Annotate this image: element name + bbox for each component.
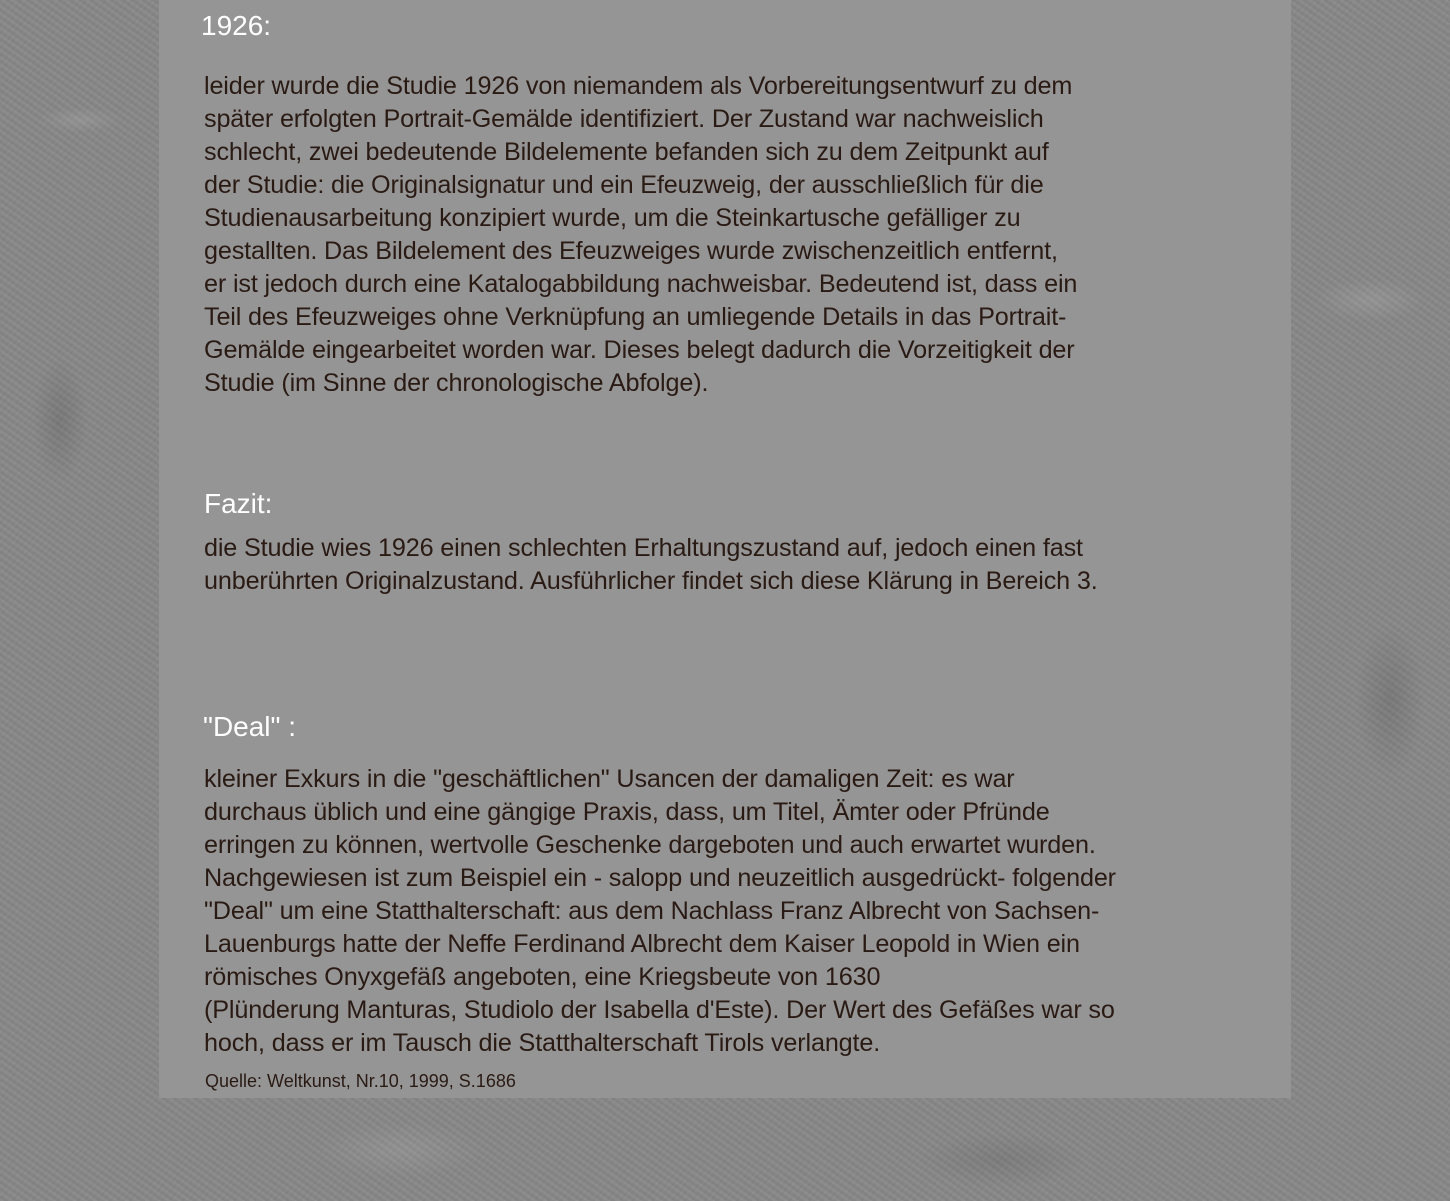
paragraph-line: Studienausarbeitung konzipiert wurde, um die Steinkartusche gefälliger zu <box>204 204 1021 232</box>
paragraph-line: kleiner Exkurs in die "geschäftlichen" Usancen der damaligen Zeit: es war <box>204 765 1015 793</box>
paragraph-line: hoch, dass er im Tausch die Statthalterschaft Tirols verlangte. <box>204 1029 881 1057</box>
section-heading-deal: "Deal" : <box>203 711 297 742</box>
paragraph-line: Gemälde eingearbeitet worden war. Dieses belegt dadurch die Vorzeitigkeit der <box>204 336 1075 364</box>
paragraph-line: Studie (im Sinne der chronologische Abfolge). <box>204 369 709 397</box>
section-paragraph-deal <box>204 763 1279 1060</box>
section-heading-fazit: Fazit: <box>204 488 273 519</box>
paragraph-line: römisches Onyxgefäß angeboten, eine Kriegsbeute von 1630 <box>204 963 881 991</box>
paragraph-line: unberührten Originalzustand. Ausführlicher findet sich diese Klärung in Bereich 3. <box>204 567 1098 595</box>
paragraph-line: durchaus üblich und eine gängige Praxis, dass, um Titel, Ämter oder Pfründe <box>204 798 1050 826</box>
section-heading-1926: 1926: <box>201 10 272 41</box>
paragraph-line: der Studie: die Originalsignatur und ein Efeuzweig, der ausschließlich für die <box>204 171 1044 199</box>
paragraph-line: "Deal" um eine Statthalterschaft: aus dem Nachlass Franz Albrecht von Sachsen- <box>204 897 1100 925</box>
paragraph-line: Nachgewiesen ist zum Beispiel ein - salopp und neuzeitlich ausgedrückt- folgender <box>204 864 1116 892</box>
paragraph-line: (Plünderung Manturas, Studiolo der Isabella d'Este). Der Wert des Gefäßes war so <box>204 996 1115 1024</box>
paragraph-line: gestallten. Das Bildelement des Efeuzweiges wurde zwischenzeitlich entfernt, <box>204 237 1058 265</box>
paragraph-line: leider wurde die Studie 1926 von niemandem als Vorbereitungsentwurf zu dem <box>204 72 1073 100</box>
paragraph-line: Lauenburgs hatte der Neffe Ferdinand Albrecht dem Kaiser Leopold in Wien ein <box>204 930 1080 958</box>
content-panel <box>159 0 1291 1098</box>
paragraph-line: erringen zu können, wertvolle Geschenke dargeboten und auch erwartet wurden. <box>204 831 1096 859</box>
paragraph-line: er ist jedoch durch eine Katalogabbildung nachweisbar. Bedeutend ist, dass ein <box>204 270 1078 298</box>
paragraph-line: schlecht, zwei bedeutende Bildelemente befanden sich zu dem Zeitpunkt auf <box>204 138 1049 166</box>
source-citation: Quelle: Weltkunst, Nr.10, 1999, S.1686 <box>205 1071 516 1091</box>
paragraph-line: später erfolgten Portrait-Gemälde identifiziert. Der Zustand war nachweislich <box>204 105 1044 133</box>
section-paragraph-1926 <box>204 70 1279 400</box>
paragraph-line: Teil des Efeuzweiges ohne Verknüpfung an umliegende Details in das Portrait- <box>204 303 1067 331</box>
section-paragraph-fazit <box>204 532 1279 598</box>
paragraph-line: die Studie wies 1926 einen schlechten Erhaltungszustand auf, jedoch einen fast <box>204 534 1083 562</box>
